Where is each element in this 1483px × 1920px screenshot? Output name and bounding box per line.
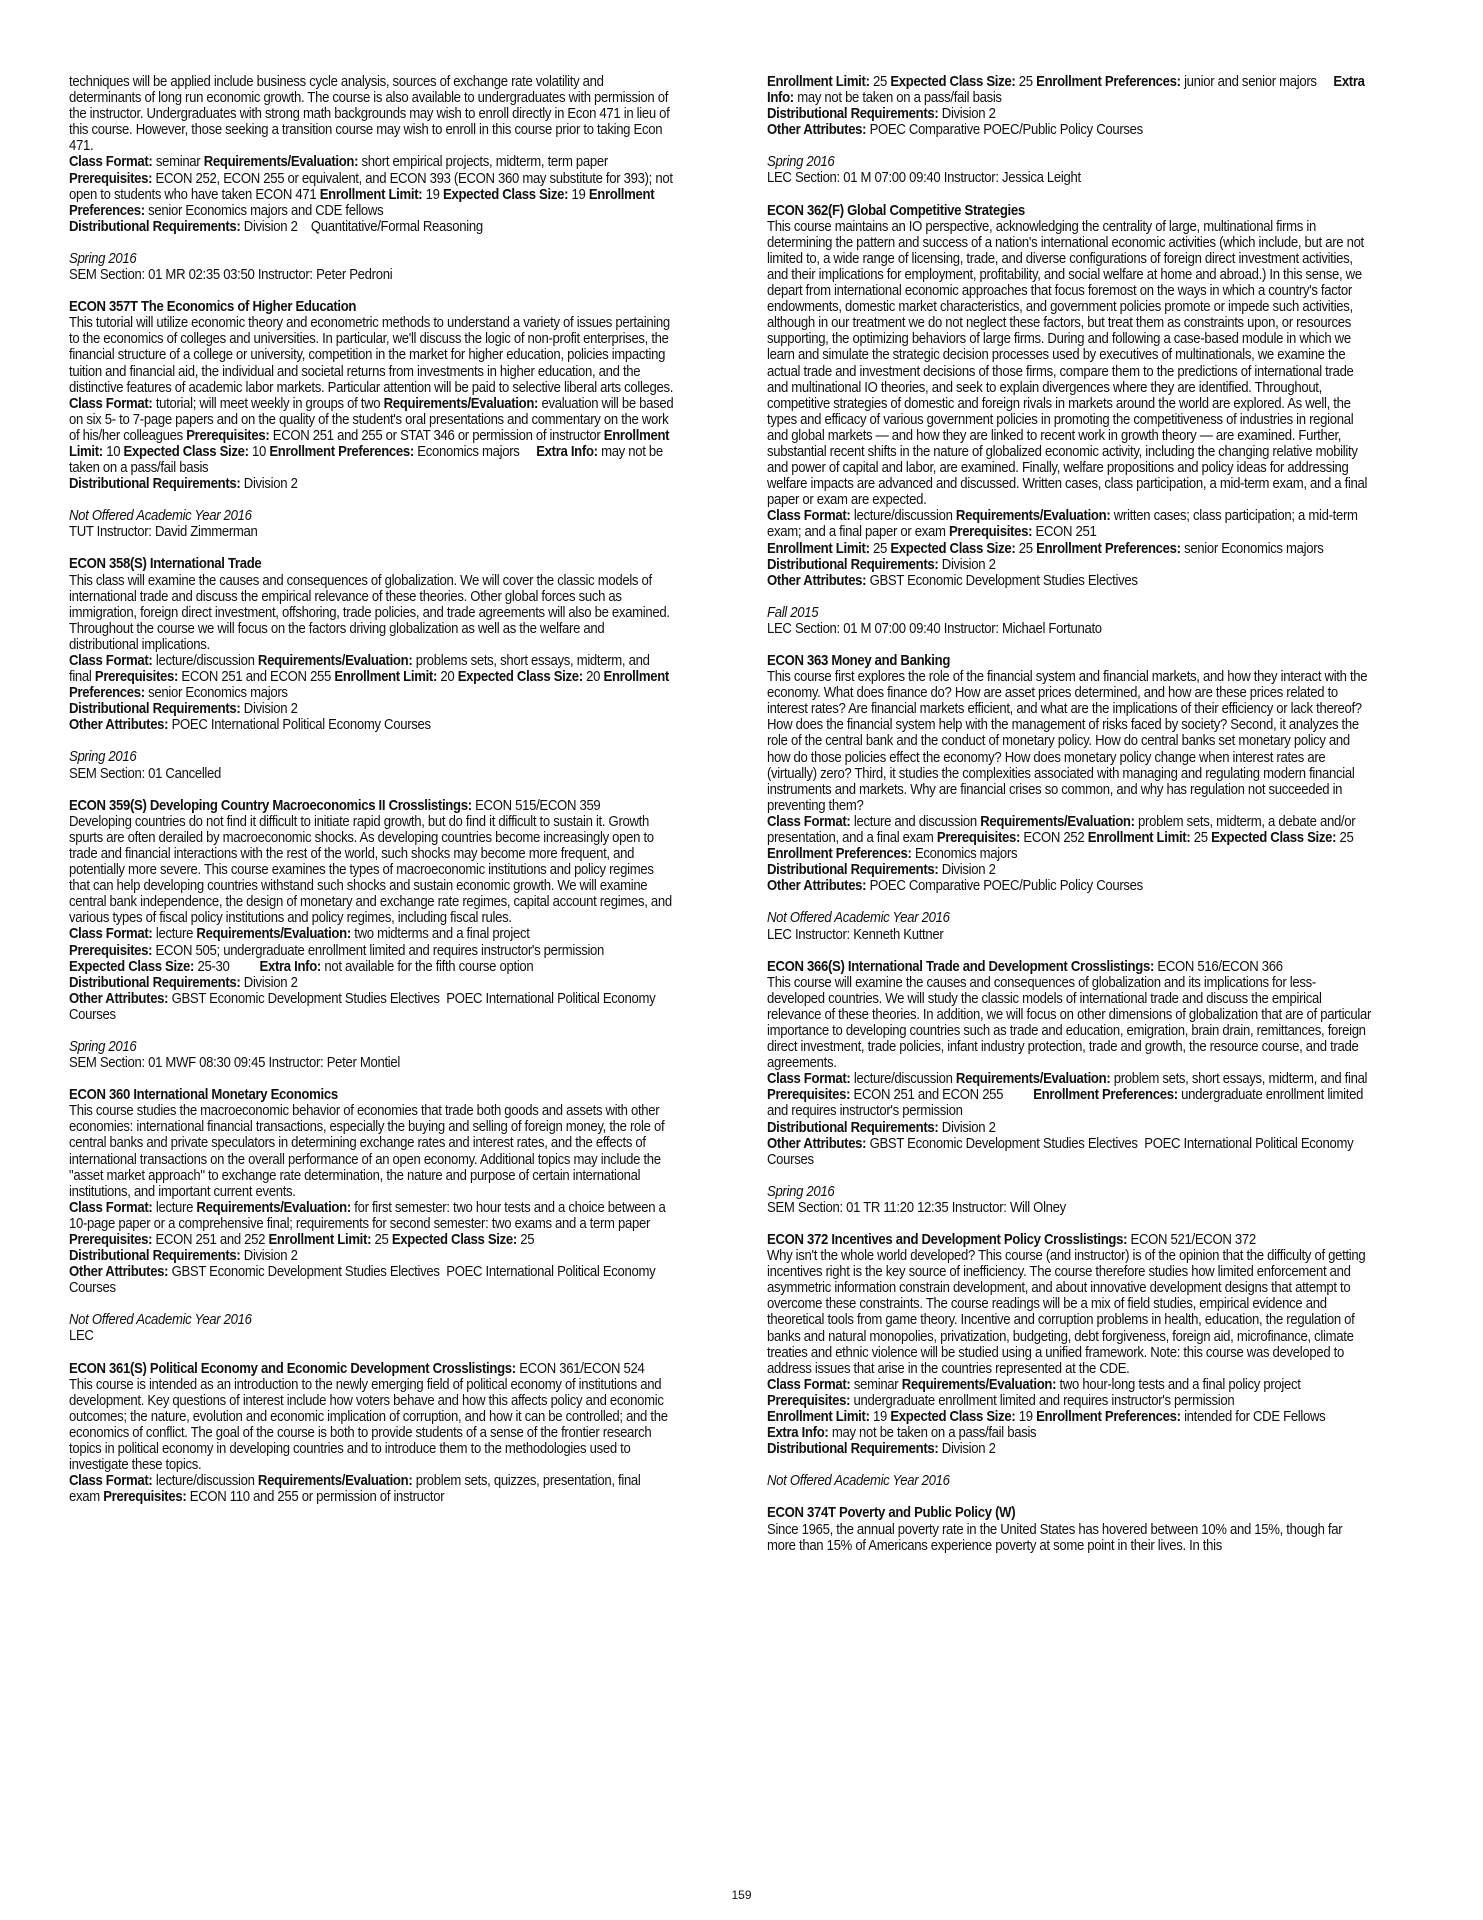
attribute-value: ECON 251 xyxy=(1035,524,1097,541)
course-title: ECON 363 Money and Banking xyxy=(767,653,951,669)
section-info: SEM Section: 01 Cancelled xyxy=(69,765,222,782)
attribute-value: senior Economics majors xyxy=(1184,540,1324,557)
attribute-label: Prerequisites: xyxy=(69,942,153,959)
spacer xyxy=(767,187,1372,203)
attribute-value: Division 2 xyxy=(941,1441,996,1458)
attribute-label: Expected Class Size: xyxy=(890,1409,1016,1426)
attribute-label: Requirements/Evaluation: xyxy=(955,1071,1111,1088)
attribute-value: problem sets, short essays, midterm, and final xyxy=(1113,1071,1368,1088)
attribute-value: lecture xyxy=(155,1199,194,1216)
spacer xyxy=(69,235,674,251)
attribute-value: Division 2 xyxy=(941,106,996,123)
attribute-value: problems sets, short essays, midterm, and final xyxy=(69,653,653,686)
attribute-label: Expected Class Size: xyxy=(443,186,569,203)
crosslistings-value: ECON 361/ECON 524 xyxy=(519,1360,645,1377)
attribute-value: evaluation will be based on six 5- to 7-page papers and on the quality of the student's oral presentations and commentary on the work of his/her colleagues xyxy=(69,395,677,444)
left-column xyxy=(69,74,677,1506)
attribute-label: Distributional Requirements: xyxy=(69,701,241,718)
course-title-with-crosslisting xyxy=(767,1232,1372,1248)
section-info: LEC xyxy=(69,1328,94,1345)
spacer xyxy=(69,1071,674,1087)
attribute-label: Class Format: xyxy=(767,508,851,525)
course-attributes xyxy=(69,1248,674,1264)
attribute-value: ECON 251 and ECON 255 xyxy=(181,669,332,686)
attribute-label: Prerequisites: xyxy=(767,1087,851,1104)
attribute-value: may not be taken on a pass/fail basis xyxy=(69,443,667,477)
term-offered: Spring 2016 xyxy=(767,1183,835,1200)
attribute-value: 20 xyxy=(440,669,455,686)
course-title: ECON 362(F) Global Competitive Strategies xyxy=(767,202,1025,219)
crosslistings-label: Crosslistings: xyxy=(432,1360,516,1377)
course-attributes xyxy=(767,1409,1372,1441)
section-info: TUT Instructor: David Zimmerman xyxy=(69,524,258,541)
attribute-value: ECON 251 and ECON 255 xyxy=(853,1087,1030,1104)
attribute-label: Prerequisites: xyxy=(103,1489,187,1506)
course-title-with-crosslisting xyxy=(767,959,1372,975)
course-attributes xyxy=(767,1136,1372,1168)
course-attributes xyxy=(767,862,1372,878)
attribute-label: Enrollment Preferences: xyxy=(1033,1087,1178,1104)
attribute-value: Division 2 xyxy=(941,862,996,879)
attribute-value: GBST Economic Development Studies Electives POEC International Political Economy Courses xyxy=(69,990,659,1023)
spacer xyxy=(69,492,674,508)
attribute-value: seminar xyxy=(155,154,201,171)
course-description: This tutorial will utilize economic theory and econometric methods to understand a variety of issues pertaining to the economics of colleges and universities. In particular, we'll discuss the logic of non-profit enterprises, the financial structure of a college or university, competition in the market for higher education, policies impacting tuition and financial aid, the individual and societal returns from investments in higher education, and the distinctive features of academic labor markets. Particular attention will be paid to selective liberal arts colleges. xyxy=(69,315,674,396)
attribute-label: Other Attributes: xyxy=(69,717,169,734)
attribute-value: written cases; class participation; a mid-term exam; and a final paper or exam xyxy=(767,508,1362,541)
attribute-label: Class Format: xyxy=(767,813,851,830)
attribute-value: Division 2 Quantitative/Formal Reasoning xyxy=(243,218,483,235)
right-column xyxy=(767,74,1372,1554)
spacer xyxy=(69,1296,674,1312)
attribute-value: GBST Economic Development Studies Electives POEC International Political Economy Courses xyxy=(767,1135,1357,1168)
attribute-value: 25 xyxy=(1018,540,1033,557)
crosslistings-value: ECON 516/ECON 366 xyxy=(1157,958,1283,975)
spacer xyxy=(69,782,674,798)
course-attributes xyxy=(767,1441,1372,1457)
course-attributes xyxy=(767,122,1372,138)
term-offered: Fall 2015 xyxy=(767,604,819,621)
attribute-label: Requirements/Evaluation: xyxy=(196,926,351,943)
spacer xyxy=(69,1023,674,1039)
attribute-label: Enrollment Preferences: xyxy=(1036,540,1181,557)
attribute-label: Class Format: xyxy=(767,1376,851,1393)
attribute-value: ECON 251 and 255 or STAT 346 or permission of instructor xyxy=(272,427,601,444)
section-info: LEC Section: 01 M 07:00 09:40 Instructor: Michael Fortunato xyxy=(767,620,1102,637)
course-title: ECON 357T The Economics of Higher Education xyxy=(69,299,357,316)
course-attributes xyxy=(69,219,674,235)
attribute-label: Requirements/Evaluation: xyxy=(257,1473,413,1490)
section-info: SEM Section: 01 MWF 08:30 09:45 Instructor: Peter Montiel xyxy=(69,1055,401,1072)
attribute-value: lecture and discussion xyxy=(853,813,977,830)
attribute-label: Enrollment Limit: xyxy=(767,540,870,557)
attribute-value: junior and senior majors xyxy=(1184,74,1331,90)
attribute-value: 20 xyxy=(586,669,601,686)
attribute-value: ECON 252, ECON 255 or equivalent, and ECON 393 (ECON 360 may substitute for 393); not open to students who have taken ECON 471 xyxy=(69,170,677,203)
attribute-label: Distributional Requirements: xyxy=(69,974,241,991)
course-title: ECON 374T Poverty and Public Policy (W) xyxy=(767,1505,1016,1522)
spacer xyxy=(767,589,1372,605)
attribute-label: Requirements/Evaluation: xyxy=(901,1376,1057,1393)
crosslistings-label: Crosslistings: xyxy=(1043,1232,1128,1248)
attribute-label: Extra Info: xyxy=(767,1425,829,1442)
attribute-label: Prerequisites: xyxy=(69,1232,153,1248)
attribute-label: Expected Class Size: xyxy=(457,669,583,686)
attribute-label: Distributional Requirements: xyxy=(767,1441,939,1458)
attribute-value: may not be taken on a pass/fail basis xyxy=(797,90,1002,107)
attribute-value: POEC Comparative POEC/Public Policy Courses xyxy=(869,878,1143,895)
crosslistings-label: Crosslistings: xyxy=(1070,958,1155,975)
attribute-value: 25 xyxy=(374,1232,389,1248)
course-attributes xyxy=(767,1377,1372,1409)
spacer xyxy=(767,943,1372,959)
course-attributes xyxy=(767,1071,1372,1119)
attribute-label: Other Attributes: xyxy=(767,878,867,895)
attribute-label: Enrollment Preferences: xyxy=(767,846,912,863)
attribute-label: Enrollment Limit: xyxy=(767,74,870,90)
attribute-value: Division 2 xyxy=(941,1119,996,1136)
attribute-value: ECON 252 xyxy=(1023,830,1085,847)
crosslistings-label: Crosslistings: xyxy=(388,797,472,814)
course-title: ECON 366(S) International Trade and Development xyxy=(767,958,1068,975)
attribute-label: Expected Class Size: xyxy=(391,1232,517,1248)
attribute-value: GBST Economic Development Studies Electives xyxy=(869,572,1138,589)
attribute-label: Enrollment Preferences: xyxy=(1036,74,1181,90)
attribute-value: tutorial; will meet weekly in groups of two xyxy=(155,395,381,412)
section-info: LEC Section: 01 M 07:00 09:40 Instructor: Jessica Leight xyxy=(767,170,1081,187)
attribute-label: Other Attributes: xyxy=(767,572,867,589)
attribute-value: for first semester: two hour tests and a choice between a 10-page paper or a comprehensive final; requirements for second semester: two exams and a term paper xyxy=(69,1199,669,1232)
page-number: 159 xyxy=(731,1888,752,1902)
attribute-label: Class Format: xyxy=(69,395,153,412)
attribute-value: POEC International Political Economy Courses xyxy=(171,717,431,734)
attribute-value: problem sets, midterm, a debate and/or presentation, and a final exam xyxy=(767,813,1359,847)
attribute-label: Extra Info: xyxy=(536,443,598,460)
section-info: SEM Section: 01 TR 11:20 12:35 Instructor: Will Olney xyxy=(767,1199,1066,1216)
attribute-value: Economics majors xyxy=(417,443,533,460)
term-offered: Not Offered Academic Year 2016 xyxy=(69,1312,252,1329)
course-attributes xyxy=(767,541,1372,557)
attribute-value: intended for CDE Fellows xyxy=(1184,1409,1339,1426)
attribute-value: lecture/discussion xyxy=(853,1071,953,1088)
attribute-value: 19 xyxy=(425,186,440,203)
attribute-label: Expected Class Size: xyxy=(123,443,249,460)
spacer xyxy=(767,1457,1372,1473)
attribute-label: Class Format: xyxy=(69,1473,153,1490)
attribute-label: Enrollment Limit: xyxy=(767,1409,870,1426)
attribute-label: Class Format: xyxy=(69,1199,153,1216)
attribute-value: 19 xyxy=(1018,1409,1033,1426)
attribute-label: Distributional Requirements: xyxy=(767,556,939,573)
crosslistings-value: ECON 515/ECON 359 xyxy=(475,797,601,814)
course-description: This course will examine the causes and consequences of globalization and its implications for less-developed countries. We will study the classic models of international trade and discuss the empirical relevance of these theories. In addition, we will focus on other dimensions of globalization that are of particular importance to developing countries such as trade and education, emigration, brain drain, remittances, foreign direct investment, trade policies, infant industry protection, trade and growth, the resource course, and trade agreements. xyxy=(767,974,1372,1072)
course-attributes xyxy=(767,573,1372,589)
spacer xyxy=(767,1168,1372,1184)
attribute-value: ECON 251 and 252 xyxy=(155,1232,266,1248)
attribute-value: may not be taken on a pass/fail basis xyxy=(831,1425,1037,1442)
attribute-value: POEC Comparative POEC/Public Policy Courses xyxy=(869,122,1143,139)
attribute-label: Enrollment Preferences: xyxy=(69,186,655,219)
attribute-value: Division 2 xyxy=(243,974,298,991)
attribute-label: Distributional Requirements: xyxy=(69,218,241,235)
course-attributes xyxy=(69,975,674,991)
attribute-value: Division 2 xyxy=(941,556,996,573)
attribute-label: Other Attributes: xyxy=(69,1264,169,1281)
section-info: LEC Instructor: Kenneth Kuttner xyxy=(767,926,944,943)
attribute-label: Distributional Requirements: xyxy=(767,1119,939,1136)
attribute-label: Extra Info: xyxy=(767,74,1365,107)
attribute-value: undergraduate enrollment limited and requires instructor's permission xyxy=(853,1392,1235,1409)
attribute-value: lecture/discussion xyxy=(853,508,953,525)
term-offered: Spring 2016 xyxy=(69,1038,137,1055)
attribute-label: Prerequisites: xyxy=(936,830,1021,847)
attribute-label: Enrollment Preferences: xyxy=(69,669,669,702)
attribute-value: senior Economics majors and CDE fellows xyxy=(148,202,384,219)
attribute-value: ECON 110 and 255 or permission of instructor xyxy=(189,1489,445,1506)
term-offered: Spring 2016 xyxy=(69,250,137,267)
course-description: This course is intended as an introduction to the newly emerging field of political economy of institutions and development. Key questions of interest include how voters behave and how this affects policy and economic outcomes; the nature, evolution and economic implication of corruption, and how it can be controlled; and the economics of conflict. The goal of the course is both to provide students of a sense of the frontier research topics in political economy in developing countries and to introduce them to the methodologies used to investigate these topics. xyxy=(69,1376,668,1474)
course-attributes xyxy=(767,878,1372,894)
spacer xyxy=(69,540,674,556)
spacer xyxy=(69,1345,674,1361)
term-offered: Spring 2016 xyxy=(69,749,137,766)
attribute-label: Class Format: xyxy=(69,154,153,171)
attribute-label: Other Attributes: xyxy=(767,122,867,139)
course-description: Since 1965, the annual poverty rate in the United States has hovered between 10% and 15%, though far more than 15% of Americans experience poverty at some point in their lives. In this xyxy=(767,1521,1343,1554)
attribute-value: two midterms and a final project xyxy=(354,926,530,943)
course-attributes xyxy=(69,395,677,477)
attribute-label: Prerequisites: xyxy=(69,170,153,187)
attribute-value: 25 xyxy=(872,74,887,90)
attribute-label: Enrollment Limit: xyxy=(319,186,423,203)
attribute-value: not available for the fifth course option xyxy=(324,958,534,975)
course-title: ECON 372 Incentives and Development Policy xyxy=(767,1232,1041,1248)
course-attributes xyxy=(69,991,674,1023)
attribute-label: Distributional Requirements: xyxy=(767,862,939,879)
course-description: This course studies the macroeconomic behavior of economies that trade both goods and assets with other economies: international financial transactions, especially the buying and selling of foreign money, the role of central banks and private speculators in determining exchange rates and interest rates, and the effects of international transactions on the overall performance of an open economy. Additional topics may include the "asset market approach" to exchange rate determination, the nature and purpose of certain international institutions, and important current events. xyxy=(69,1103,665,1200)
attribute-value: 25 xyxy=(1339,830,1354,847)
course-attributes xyxy=(69,1200,674,1248)
attribute-value: lecture xyxy=(155,926,194,943)
attribute-label: Extra Info: xyxy=(259,958,321,975)
attribute-value: 25-30 xyxy=(197,958,257,975)
attribute-value: seminar xyxy=(853,1376,899,1393)
course-attributes xyxy=(69,701,674,717)
attribute-value: 25 xyxy=(872,540,887,557)
attribute-value: 25 xyxy=(520,1232,535,1248)
course-title: ECON 358(S) International Trade xyxy=(69,556,262,573)
spacer xyxy=(69,283,674,299)
course-attributes xyxy=(767,508,1372,540)
attribute-label: Prerequisites: xyxy=(94,669,179,686)
attribute-value: lecture/discussion xyxy=(155,653,255,669)
attribute-label: Enrollment Preferences: xyxy=(269,443,414,460)
spacer xyxy=(767,637,1372,653)
attribute-label: Requirements/Evaluation: xyxy=(980,813,1135,830)
term-offered: Spring 2016 xyxy=(767,154,835,171)
attribute-label: Class Format: xyxy=(69,653,153,669)
attribute-value: undergraduate enrollment limited and requires instructor's permission xyxy=(767,1087,1367,1120)
spacer xyxy=(767,1489,1372,1505)
course-attributes xyxy=(767,106,1372,122)
term-offered: Not Offered Academic Year 2016 xyxy=(767,1473,950,1490)
course-description: This course first explores the role of the financial system and financial markets, and how they interact with the economy. What does finance do? How are asset prices determined, and how are these prices related to interest rates? Are financial markets efficient, and what are the implications of their efficiency or lack thereof? How does the financial system help with the management of risks faced by society? Second, it analyzes the role of the central bank and the conduct of monetary policy. How do central banks set monetary policy and how do those policies effect the economy? How does monetary policy change when interest rates are (virtually) zero? Third, it studies the complexities associated with managing and regulating modern financial instruments and markets. Why are financial crises so common, and why has regulation not succeeded in preventing them? xyxy=(767,669,1368,814)
course-title-with-crosslisting xyxy=(69,1361,674,1377)
course-description: This course maintains an IO perspective, acknowledging the centrality of large, multinational firms in determining the pattern and success of a nation's international economic activities (which include, but are not limited to, a wide range of licensing, trade, and diverse configurations of foreign direct investment activities, and their implications for employment, profitability, and social welfare at home and abroad.) In this sense, we depart from international economic approaches that focus foremost on the ways in which a country's factor endowments, domestic market characteristics, and government policies promote or impede such activities, although in our treatment we do not neglect these factors, but treat them as constraints upon, or resources supporting, the optimizing behaviors of large firms. During and following a case-based module in which we learn and simulate the strategic decision processes used by executives of multinationals, we examine the actual trade and investment decisions of those firms, compare them to the predictions of international trade and multinational IO theories, and seek to explain divergences where they are identified. Throughout, competitive strategies of domestic and foreign rivals in markets around the world are explored. As well, the types and efficacy of various government policies in promoting the competitiveness of industries in regional and global markets — and how they are linked to recent work in growth theory — are examined. Further, substantial recent shifts in the nature of globalized economic activity, including the changing relative mobility and power of capital and labor, are examined. Finally, welfare propositions and policy ideas for addressing welfare impacts are advanced and discussed. Written cases, class participation, a mid-term exam, and a final paper or exam are expected. xyxy=(767,218,1368,509)
attribute-value: ECON 505; undergraduate enrollment limited and requires instructor's permission xyxy=(155,942,618,959)
attribute-value: Division 2 xyxy=(243,701,298,718)
course-description: This class will examine the causes and consequences of globalization. We will cover the classic models of international trade and discuss the empirical relevance of these theories. Other global forces such as immigration, foreign direct investment, offshoring, trade policies, and trade agreements will also be examined. Throughout the course we will focus on the factors driving globalization as well as the welfare and distributional implications. xyxy=(69,572,670,653)
attribute-value: GBST Economic Development Studies Electives POEC International Political Economy Courses xyxy=(69,1264,659,1297)
course-attributes xyxy=(69,1264,674,1296)
attribute-value: Division 2 xyxy=(243,476,298,493)
course-title: ECON 359(S) Developing Country Macroeconomics II xyxy=(69,797,386,814)
attribute-label: Expected Class Size: xyxy=(1211,830,1337,847)
attribute-value: 25 xyxy=(1018,74,1033,90)
attribute-label: Distributional Requirements: xyxy=(69,1248,241,1265)
attribute-value: senior Economics majors xyxy=(148,685,288,702)
spacer xyxy=(767,1216,1372,1232)
attribute-value: short empirical projects, midterm, term paper xyxy=(361,154,608,171)
attribute-label: Prerequisites: xyxy=(186,427,270,444)
attribute-label: Expected Class Size: xyxy=(69,958,195,975)
term-offered: Not Offered Academic Year 2016 xyxy=(69,508,252,525)
section-info: SEM Section: 01 MR 02:35 03:50 Instructor: Peter Pedroni xyxy=(69,267,393,284)
attribute-value: 25 xyxy=(1193,830,1208,847)
attribute-label: Enrollment Limit: xyxy=(334,669,438,686)
attribute-label: Expected Class Size: xyxy=(890,540,1016,557)
attribute-label: Requirements/Evaluation: xyxy=(383,395,539,412)
course-attributes xyxy=(767,74,1372,106)
course-attributes xyxy=(69,154,677,219)
attribute-label: Enrollment Limit: xyxy=(268,1232,372,1248)
attribute-label: Enrollment Limit: xyxy=(1087,830,1191,847)
attribute-label: Distributional Requirements: xyxy=(767,106,939,123)
course-attributes xyxy=(767,814,1372,862)
attribute-label: Expected Class Size: xyxy=(890,74,1016,90)
course-description: techniques will be applied include business cycle analysis, sources of exchange rate volatility and determinants of long run economic growth. The course is also available to undergraduates with permission of the instructor. Undergraduates with strong math backgrounds may wish to enroll directly in Econ 471 in lieu of this course. However, those seeking a transition course may wish to enroll in this course prior to taking Econ 471. xyxy=(69,74,670,155)
course-description: Why isn't the whole world developed? This course (and instructor) is of the opinion that the difficulty of getting incentives right is the key source of inefficiency. The course therefore studies how limited enforcement and asymmetric information constrain development, and about innovative development designs that attempt to overcome these constraints. The course readings will be a mix of field studies, empirical evidence and theoretical tools from game theory. Incentive and corruption problems in health, education, the regulation of banks and natural monopolies, privatization, budgeting, debt forgiveness, foreign aid, microfinance, climate treaties and ethnic violence will be studied using a unified framework. Note: this course was developed to address issues that arise in the countries represented at the CDE. xyxy=(767,1248,1366,1377)
course-attributes xyxy=(767,1120,1372,1136)
attribute-label: Requirements/Evaluation: xyxy=(955,508,1111,525)
attribute-value: two hour-long tests and a final policy project xyxy=(1059,1376,1301,1393)
attribute-value: Economics majors xyxy=(914,846,1018,863)
attribute-label: Requirements/Evaluation: xyxy=(257,653,413,669)
spacer xyxy=(767,894,1372,910)
course-description: Developing countries do not find it difficult to initiate rapid growth, but do find it difficult to sustain it. Growth spurts are often derailed by macroeconomic shocks. As developing countries become increasingly open to trade and financial interactions with the rest of the world, such shocks may become more frequent, and potentially more severe. This course examines the types of macroeconomic institutions and policy regimes that can help developing countries withstand such shocks and sustain economic growth. We will examine central bank independence, the design of monetary and exchange rate regimes, capital account regimes, and various types of fiscal policy institutions and policy regimes, including fiscal rules. xyxy=(69,813,672,927)
course-attributes xyxy=(69,476,674,492)
course-attributes xyxy=(69,943,674,975)
attribute-label: Requirements/Evaluation: xyxy=(196,1199,351,1216)
attribute-label: Requirements/Evaluation: xyxy=(203,154,359,171)
spacer xyxy=(767,138,1372,154)
attribute-label: Other Attributes: xyxy=(767,1135,867,1152)
attribute-value: Division 2 xyxy=(243,1248,298,1265)
attribute-value: 19 xyxy=(571,186,586,203)
attribute-value: problem sets, quizzes, presentation, final exam xyxy=(69,1473,644,1506)
attribute-value: 19 xyxy=(872,1409,887,1426)
attribute-label: Prerequisites: xyxy=(767,1392,851,1409)
course-title: ECON 360 International Monetary Economics xyxy=(69,1087,338,1104)
course-title-with-crosslisting xyxy=(69,798,674,814)
course-attributes xyxy=(69,926,674,942)
attribute-value: 10 xyxy=(252,443,267,460)
course-attributes xyxy=(767,557,1372,573)
attribute-value: lecture/discussion xyxy=(155,1473,255,1490)
attribute-value: 10 xyxy=(106,443,121,460)
spacer xyxy=(69,733,674,749)
course-attributes xyxy=(69,717,674,733)
course-title: ECON 361(S) Political Economy and Economic Development xyxy=(69,1360,430,1377)
attribute-label: Class Format: xyxy=(767,1071,851,1088)
term-offered: Not Offered Academic Year 2016 xyxy=(767,910,950,927)
attribute-label: Enrollment Limit: xyxy=(69,427,670,460)
attribute-label: Enrollment Preferences: xyxy=(1036,1409,1181,1426)
attribute-label: Other Attributes: xyxy=(69,990,169,1007)
crosslistings-value: ECON 521/ECON 372 xyxy=(1130,1232,1256,1248)
attribute-label: Distributional Requirements: xyxy=(69,476,241,493)
attribute-label: Prerequisites: xyxy=(948,524,1033,541)
attribute-label: Class Format: xyxy=(69,926,153,943)
course-attributes xyxy=(69,1473,674,1505)
course-attributes xyxy=(69,653,674,701)
